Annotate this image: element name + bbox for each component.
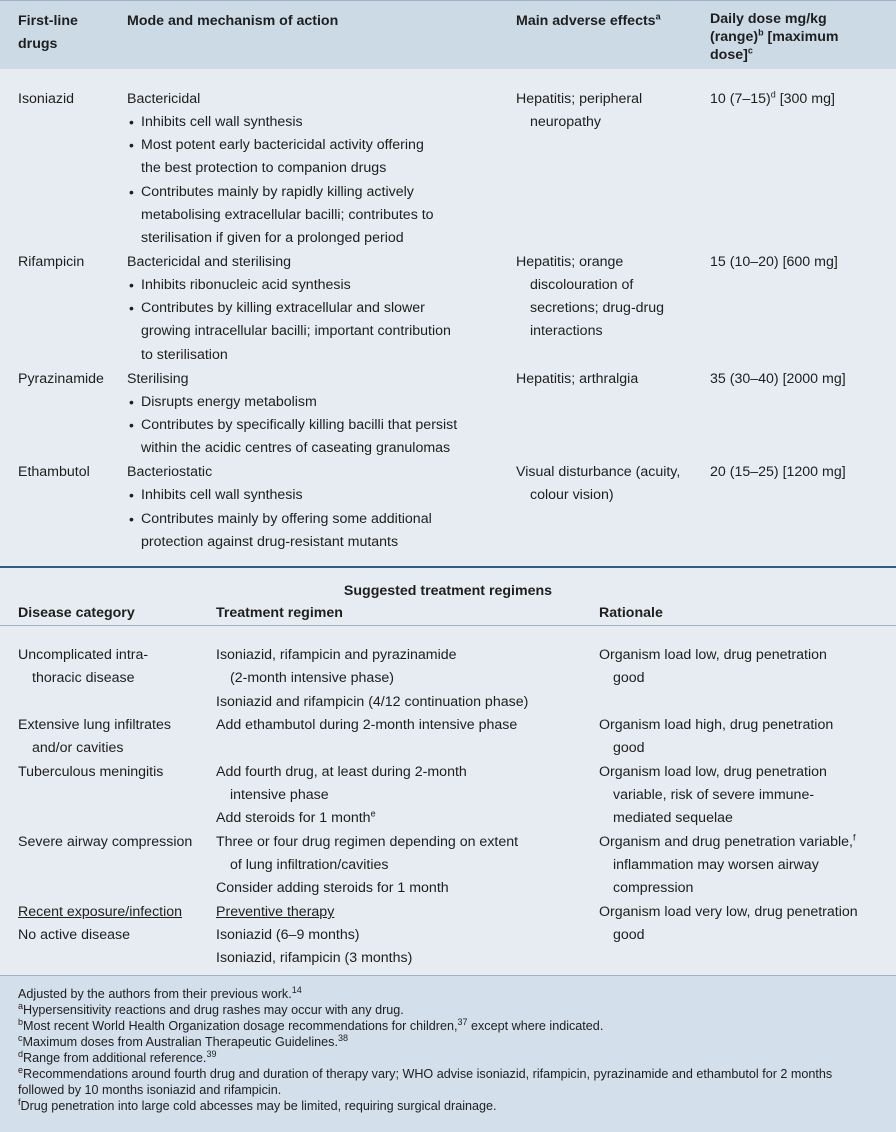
header-first-line-drugs-1: First-line xyxy=(18,13,78,29)
adverse-effects-cont: colour vision) xyxy=(530,487,614,503)
rationale-cont: good xyxy=(613,670,645,686)
daily-dose: 20 (15–25) [1200 mg] xyxy=(710,464,846,480)
disease-category-cont: thoracic disease xyxy=(32,670,135,686)
footnote-e: $^e$Recommendations around fourth drug and duration of therapy vary; WHO advise isoniazid, rifampicin, pyrazinamide and ethambutol for 2 months xyxy=(18,1064,833,1081)
bullet-item: • Most potent early bactericidal activity offering xyxy=(141,134,424,157)
treatment-regimen-cont: (2-month intensive phase) xyxy=(230,670,395,686)
rationale: Organism and drug penetration variable,$^f$ xyxy=(599,832,856,850)
header-daily-dose-3: dose]$^c$ xyxy=(710,45,753,63)
drug-name: Pyrazinamide xyxy=(18,371,104,387)
bullet-item-cont: protection against drug-resistant mutants xyxy=(141,534,399,550)
treatment-regimen: Add fourth drug, at least during 2-month xyxy=(216,764,467,780)
adverse-effects: Hepatitis; peripheral xyxy=(516,91,643,107)
treatment-regimen-cont: intensive phase xyxy=(230,787,329,803)
treatment-regimen: Preventive therapy xyxy=(216,904,335,920)
disease-category: No active disease xyxy=(18,927,130,943)
adverse-effects-cont: interactions xyxy=(530,323,603,339)
adverse-effects: Visual disturbance (acuity, xyxy=(516,464,681,480)
drug-table-body xyxy=(0,69,896,566)
bullet-item: • Contributes by specifically killing bacilli that persist xyxy=(141,414,457,437)
drug-name: Ethambutol xyxy=(18,464,90,480)
disease-category: Severe airway compression xyxy=(18,834,193,850)
bullet-item-cont: metabolising extracellular bacilli; contributes to xyxy=(141,207,434,223)
bullet-item-cont: growing intracellular bacilli; important contribution xyxy=(141,323,451,339)
footnote-source: Adjusted by the authors from their previous work.$^{14}$ xyxy=(18,984,302,1001)
treatment-regimen: Add ethambutol during 2-month intensive phase xyxy=(216,717,518,733)
disease-category: Recent exposure/infection xyxy=(18,904,183,920)
rationale-cont: inflammation may worsen airway xyxy=(613,857,819,873)
treatment-regimen: Add steroids for 1 month$^e$ xyxy=(216,808,376,826)
drug-table-header xyxy=(0,0,896,70)
disease-category: Uncomplicated intra- xyxy=(18,647,149,663)
footnote-e-cont: followed by 10 months isoniazid and rifampicin. xyxy=(18,1083,282,1097)
bullet-item: • Contributes mainly by rapidly killing actively xyxy=(141,181,414,204)
header-rationale: Rationale xyxy=(599,605,663,621)
drug-mode: Bacteriostatic xyxy=(127,464,213,480)
disease-category: Tuberculous meningitis xyxy=(18,764,164,780)
bullet-item: • Disrupts energy metabolism xyxy=(141,391,317,414)
header-daily-dose-1: Daily dose mg/kg xyxy=(710,11,827,27)
adverse-effects-cont: neuropathy xyxy=(530,114,601,130)
header-mode-mechanism: Mode and mechanism of action xyxy=(127,13,339,29)
rationale-cont: variable, risk of severe immune- xyxy=(613,787,815,803)
table-footnotes xyxy=(0,975,896,1132)
drug-name: Rifampicin xyxy=(18,254,85,270)
rationale: Organism load very low, drug penetration xyxy=(599,904,858,920)
bullet-item: • Contributes mainly by offering some additional xyxy=(141,508,432,531)
bullet-item: • Inhibits cell wall synthesis xyxy=(141,484,303,507)
rationale: Organism load low, drug penetration xyxy=(599,764,827,780)
drug-mode: Bactericidal and sterilising xyxy=(127,254,292,270)
treatment-regimen: Consider adding steroids for 1 month xyxy=(216,880,449,896)
treatment-regimen: Three or four drug regimen depending on extent xyxy=(216,834,519,850)
header-daily-dose-2: (range)$^b$ [maximum xyxy=(710,27,839,45)
treatment-regimen-cont: of lung infiltration/cavities xyxy=(230,857,389,873)
bullet-item: • Inhibits cell wall synthesis xyxy=(141,111,303,134)
drug-name: Isoniazid xyxy=(18,91,74,107)
rationale-cont: good xyxy=(613,740,645,756)
bullet-item-cont: to sterilisation xyxy=(141,347,228,363)
regimens-table xyxy=(0,566,896,976)
bullet-item-cont: sterilisation if given for a prolonged period xyxy=(141,230,404,246)
bullet-item: • Inhibits ribonucleic acid synthesis xyxy=(141,274,351,297)
rationale: Organism load high, drug penetration xyxy=(599,717,834,733)
footnote-b: $^b$Most recent World Health Organization dosage recommendations for children,$^{37}$ except where indicated. xyxy=(18,1016,604,1033)
daily-dose: 15 (10–20) [600 mg] xyxy=(710,254,838,270)
bullet-item-cont: within the acidic centres of caseating granulomas xyxy=(141,440,451,456)
treatment-regimen: Isoniazid, rifampicin and pyrazinamide xyxy=(216,647,457,663)
header-treatment-regimen: Treatment regimen xyxy=(216,605,343,621)
regimens-header-divider xyxy=(0,625,896,626)
drug-mode: Sterilising xyxy=(127,371,189,387)
bullet-item: • Contributes by killing extracellular and slower xyxy=(141,297,425,320)
header-first-line-drugs-2: drugs xyxy=(18,36,58,52)
rationale-cont: compression xyxy=(613,880,694,896)
footnote-a: $^a$Hypersensitivity reactions and drug rashes may occur with any drug. xyxy=(18,1000,404,1017)
rationale-cont: good xyxy=(613,927,645,943)
adverse-effects-cont: discolouration of xyxy=(530,277,634,293)
adverse-effects-cont: secretions; drug-drug xyxy=(530,300,665,316)
treatment-regimen: Isoniazid and rifampicin (4/12 continuation phase) xyxy=(216,694,529,710)
footnote-c: $^c$Maximum doses from Australian Therapeutic Guidelines.$^{38}$ xyxy=(18,1032,348,1049)
footnote-f: $^f$Drug penetration into large cold abcesses may be limited, requiring surgical drainage. xyxy=(18,1096,497,1113)
adverse-effects: Hepatitis; orange xyxy=(516,254,624,270)
disease-category-cont: and/or cavities xyxy=(32,740,124,756)
header-adverse-effects: Main adverse effects$^a$ xyxy=(516,11,661,29)
rationale: Organism load low, drug penetration xyxy=(599,647,827,663)
footnote-d: $^d$Range from additional reference.$^{39}$ xyxy=(18,1048,217,1065)
daily-dose: 35 (30–40) [2000 mg] xyxy=(710,371,846,387)
bullet-item-cont: the best protection to companion drugs xyxy=(141,160,387,176)
adverse-effects: Hepatitis; arthralgia xyxy=(516,371,639,387)
treatment-regimen: Isoniazid (6–9 months) xyxy=(216,927,360,943)
disease-category: Extensive lung infiltrates xyxy=(18,717,171,733)
regimens-title: Suggested treatment regimens xyxy=(343,583,553,599)
treatment-regimen: Isoniazid, rifampicin (3 months) xyxy=(216,950,413,966)
daily-dose: 10 $(7-15)^d$ [300 mg] xyxy=(710,89,835,107)
drug-mode: Bactericidal xyxy=(127,91,201,107)
header-disease-category: Disease category xyxy=(18,605,135,621)
rationale-cont: mediated sequelae xyxy=(613,810,733,826)
